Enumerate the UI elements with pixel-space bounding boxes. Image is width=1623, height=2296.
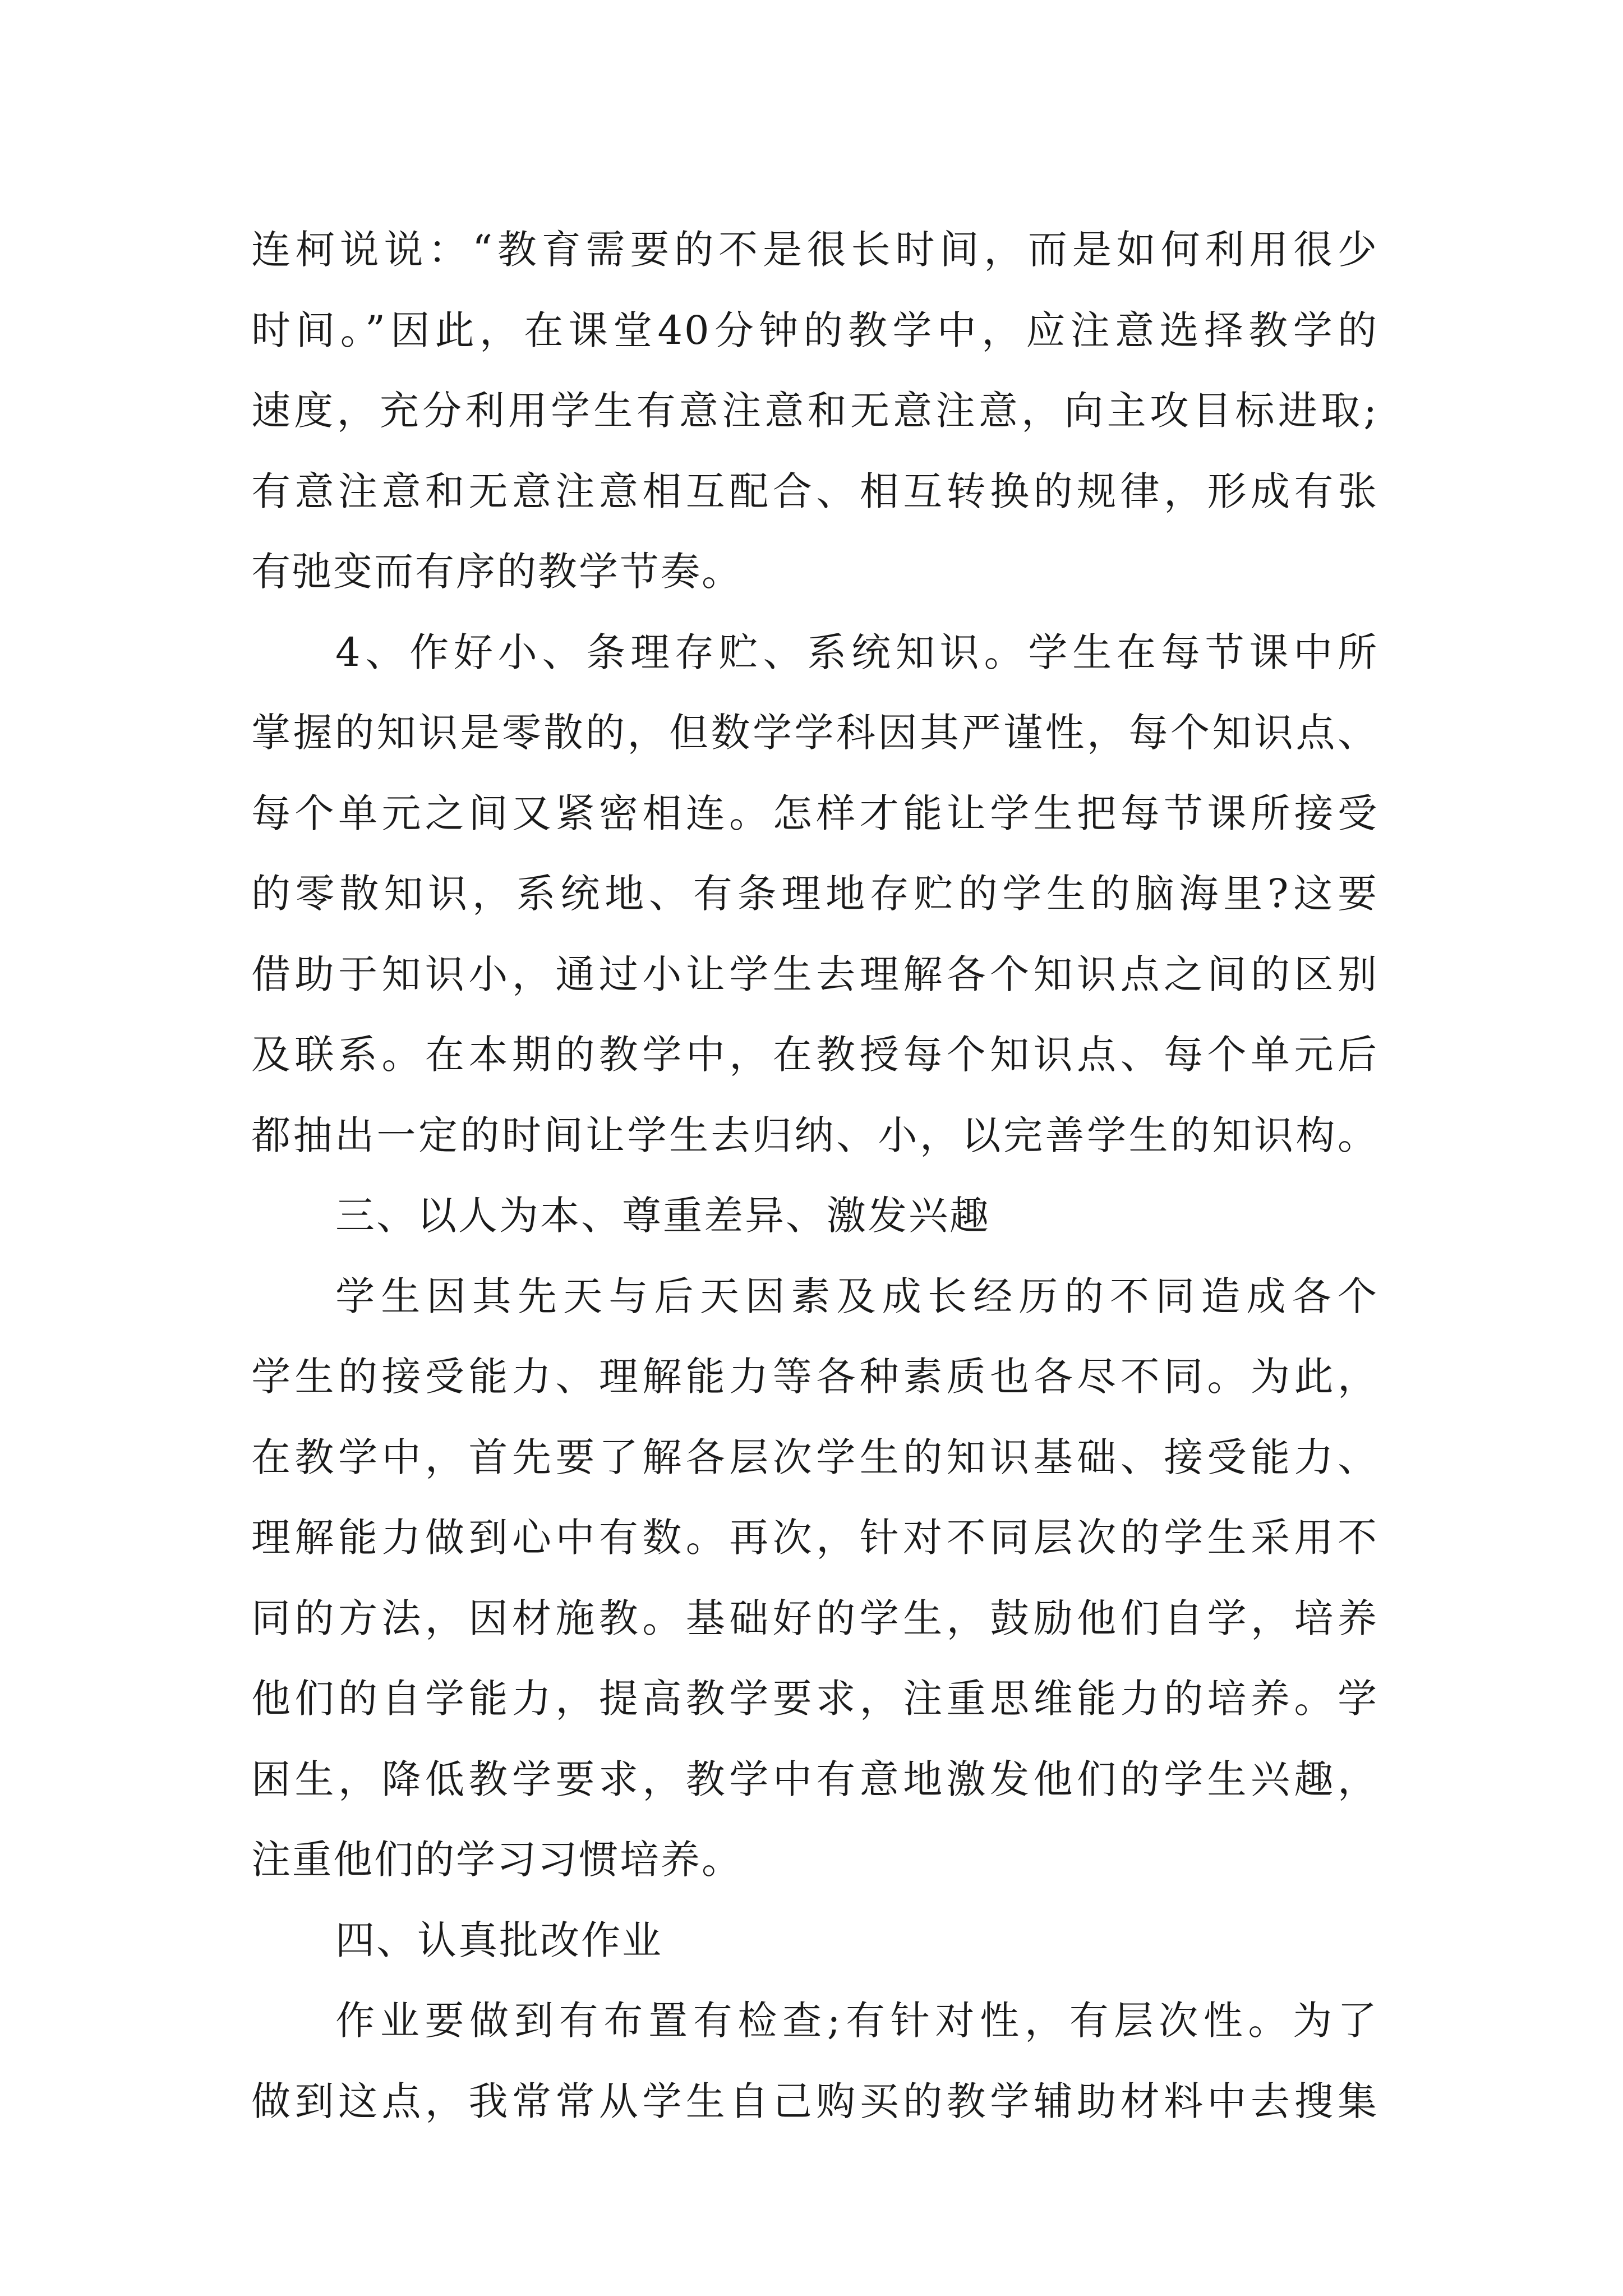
text-line: 做到这点，我常常从学生自己购买的教学辅助材料中去搜集 <box>251 2078 1378 2124</box>
body-text <box>251 210 1378 2142</box>
text-line: 有意注意和无意注意相互配合、相互转换的规律，形成有张 <box>251 468 1378 514</box>
text-line: 同的方法，因材施教。基础好的学生，鼓励他们自学，培养 <box>251 1595 1378 1641</box>
text-line: 理解能力做到心中有数。再次，针对不同层次的学生采用不 <box>251 1515 1378 1561</box>
text-line: 作业要做到有布置有检查;有针对性，有层次性。为了 <box>335 1998 1378 2044</box>
text-line: 及联系。在本期的教学中，在教授每个知识点、每个单元后 <box>251 1032 1378 1078</box>
text-line: 借助于知识小，通过小让学生去理解各个知识点之间的区别 <box>251 951 1378 997</box>
text-line: 学生的接受能力、理解能力等各种素质也各尽不同。为此， <box>251 1354 1378 1400</box>
text-line: 有弛变而有序的教学节奏。 <box>251 549 743 595</box>
text-line: 每个单元之间又紧密相连。怎样才能让学生把每节课所接受 <box>251 790 1378 836</box>
text-line: 时间。”因此，在课堂40分钟的教学中，应注意选择教学的 <box>251 307 1378 353</box>
text-line: 学生因其先天与后天因素及成长经历的不同造成各个 <box>335 1273 1378 1319</box>
text-line: 的零散知识，系统地、有条理地存贮的学生的脑海里?这要 <box>251 871 1378 917</box>
text-line: 三、以人为本、尊重差异、激发兴趣 <box>335 1193 990 1239</box>
text-line: 四、认真批改作业 <box>335 1917 663 1963</box>
text-line: 困生，降低教学要求，教学中有意地激发他们的学生兴趣， <box>251 1756 1378 1802</box>
text-line: 连柯说说：“教育需要的不是很长时间，而是如何利用很少 <box>251 227 1378 273</box>
text-line: 他们的自学能力，提高教学要求，注重思维能力的培养。学 <box>251 1676 1378 1722</box>
text-line: 注重他们的学习习惯培养。 <box>251 1837 743 1883</box>
text-line: 4、作好小、条理存贮、系统知识。学生在每节课中所 <box>335 629 1378 675</box>
text-line: 速度，充分利用学生有意注意和无意注意，向主攻目标进取; <box>251 388 1378 434</box>
text-line: 都抽出一定的时间让学生去归纳、小，以完善学生的知识构。 <box>251 1112 1378 1158</box>
text-line: 掌握的知识是零散的，但数学学科因其严谨性，每个知识点、 <box>251 710 1378 756</box>
text-line: 在教学中，首先要了解各层次学生的知识基础、接受能力、 <box>251 1434 1378 1480</box>
